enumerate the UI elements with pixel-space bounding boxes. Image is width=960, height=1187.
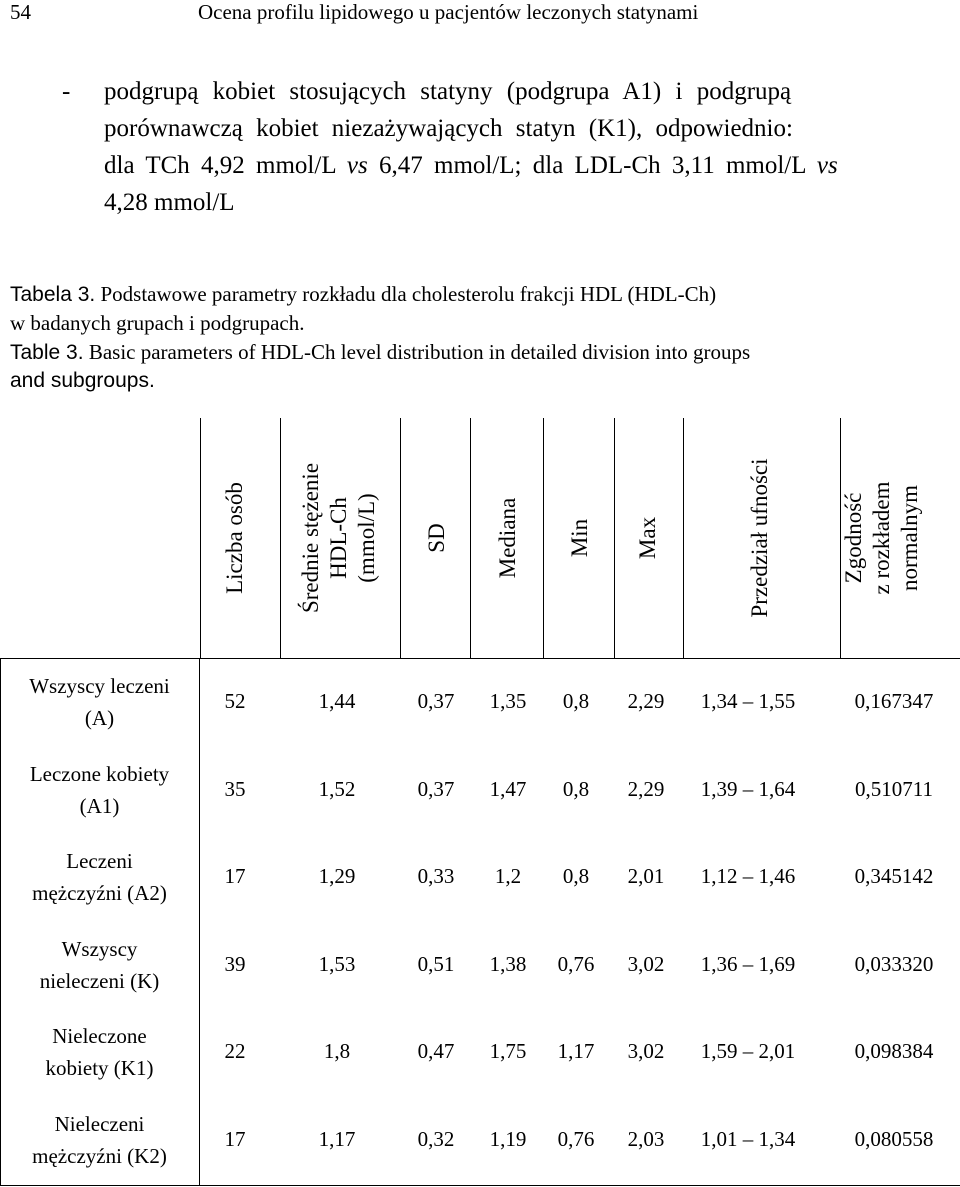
row-label [0, 845, 199, 909]
table-cell: 22 [224, 1039, 246, 1063]
column-header-line: Średnie stężenie [298, 462, 323, 614]
table-cell: 1,8 [323, 1039, 351, 1063]
column-header-line: Liczba osób [222, 482, 247, 594]
column-header-line: normalnym [897, 484, 922, 592]
table-rule [470, 418, 471, 658]
caption-en-text: Basic parameters of HDL-Ch level distribution in detailed division into groups [83, 340, 751, 364]
table-cell: 0,510711 [855, 776, 933, 801]
table-rule [0, 658, 960, 659]
table-cell: 1,17 [557, 1039, 595, 1063]
column-header-line: SD [424, 523, 449, 553]
table-cell: 1,39 – 1,64 [700, 776, 796, 801]
column-header-line: z rozkładem [869, 481, 894, 595]
row-label [0, 670, 199, 734]
column-header [221, 482, 249, 594]
table-cell: 1,59 – 2,01 [700, 1039, 796, 1063]
vs-italic: vs [816, 152, 838, 179]
table-cell: 0,8 [562, 776, 590, 801]
table-cell: 1,2 [494, 864, 522, 888]
row-label-line: (A) [84, 706, 115, 730]
row-label-line: (A1) [79, 793, 120, 818]
table-cell: 1,19 [489, 1126, 527, 1151]
column-header [634, 517, 662, 559]
row-label-line: Wszyscy [61, 936, 138, 961]
table-rule [0, 1185, 960, 1186]
row-label-line: Nieleczeni [54, 1111, 145, 1136]
column-header-line: Mediana [495, 497, 520, 579]
row-label [0, 1020, 199, 1084]
table-rule [200, 418, 201, 658]
column-header [566, 519, 594, 557]
row-label [0, 758, 199, 822]
table-cell: 0,37 [417, 776, 455, 801]
table-cell: 39 [224, 951, 246, 976]
table-cell: 0,8 [562, 689, 590, 713]
table-cell: 1,01 – 1,34 [700, 1126, 796, 1151]
table-cell: 0,080558 [854, 1126, 934, 1151]
list-dash: - [62, 78, 71, 105]
vs-italic: vs [346, 152, 368, 179]
table-rule [543, 418, 544, 658]
row-label-line: mężczyźni (A2) [32, 881, 167, 905]
column-header-line: Max [635, 516, 660, 560]
column-header [746, 458, 774, 617]
table-rule [199, 658, 200, 1185]
table-cell: 1,35 [489, 689, 527, 713]
caption-en-prefix: Table 3. [10, 341, 84, 364]
column-header-line: Min [567, 518, 592, 558]
table-cell: 17 [224, 864, 246, 888]
table-rule [0, 658, 1, 1185]
table-cell: 2,03 [627, 1126, 665, 1151]
table-cell: 3,02 [627, 1039, 665, 1063]
table-cell: 1,53 [318, 951, 356, 976]
caption-pl-line [10, 280, 716, 309]
table-cell: 2,01 [627, 864, 665, 888]
paragraph-text: 6,47 mmol/L; dla LDL-Ch 3,11 mmol/L [367, 152, 817, 179]
table-cell: 1,47 [489, 776, 527, 801]
hdl-table [0, 418, 960, 1187]
table-cell: 2,29 [627, 689, 665, 713]
table-rule [683, 418, 684, 658]
table-rule [280, 418, 281, 658]
table-cell: 0,167347 [854, 689, 934, 713]
table-cell: 0,8 [562, 864, 590, 888]
column-header-line: Zgodność [841, 492, 866, 584]
caption-pl-prefix: Tabela 3. [10, 283, 96, 306]
running-head [0, 0, 960, 30]
caption-en-line2: and subgroups. [10, 369, 155, 392]
table-cell: 0,098384 [854, 1039, 934, 1063]
table-cell: 1,17 [318, 1126, 356, 1151]
table-cell: 0,33 [417, 864, 455, 888]
table-cell: 3,02 [627, 951, 665, 976]
caption-pl-line2: w badanych grupach i podgrupach. [10, 311, 305, 335]
column-header-line: HDL-Ch [326, 497, 351, 579]
table-cell: 2,29 [627, 776, 665, 801]
table-rule [614, 418, 615, 658]
table-cell: 1,12 – 1,46 [700, 864, 796, 888]
column-header-line: Przedział ufności [747, 458, 772, 618]
row-label-line: mężczyźni (K2) [32, 1143, 167, 1168]
table-cell: 0,37 [417, 689, 455, 713]
paragraph-line: porównawczą kobiet niezażywających statyn (K1), odpowiednio: [104, 115, 793, 142]
page-number: 54 [10, 0, 31, 24]
row-label-line: Leczeni [66, 849, 133, 873]
row-label-line: Nieleczone [52, 1024, 147, 1048]
row-label [0, 933, 199, 997]
table-cell: 35 [224, 776, 246, 801]
table-cell: 0,033320 [854, 951, 934, 976]
row-label-line: kobiety (K1) [45, 1056, 154, 1080]
column-header-line: (mmol/L) [354, 493, 379, 583]
table-cell: 0,76 [557, 1126, 595, 1151]
table-cell: 0,47 [417, 1039, 455, 1063]
column-header [297, 463, 381, 613]
table-cell: 1,75 [489, 1039, 527, 1063]
table-cell: 1,36 – 1,69 [700, 951, 796, 976]
row-label-line: Leczone kobiety [29, 761, 170, 786]
row-label [0, 1108, 199, 1172]
row-label-line: Wszyscy leczeni [29, 674, 170, 698]
table-cell: 0,345142 [854, 864, 934, 888]
table-cell: 0,51 [417, 951, 455, 976]
table-cell: 0,32 [417, 1126, 455, 1151]
table-cell: 1,52 [318, 776, 356, 801]
paragraph-text: dla TCh 4,92 mmol/L [104, 152, 347, 179]
running-title: Ocena profilu lipidowego u pacjentów leczonych statynami [198, 0, 699, 24]
table-cell: 52 [224, 689, 246, 713]
caption-en-line [10, 338, 750, 367]
paragraph-line: 4,28 mmol/L [104, 189, 235, 216]
table-cell: 1,38 [489, 951, 527, 976]
paragraph-line [104, 147, 838, 184]
table-cell: 1,44 [318, 689, 356, 713]
column-header [423, 523, 451, 552]
row-label-line: nieleczeni (K) [39, 968, 160, 993]
table-cell: 1,29 [318, 864, 356, 888]
table-cell: 0,76 [557, 951, 595, 976]
table-rule [400, 418, 401, 658]
column-header [494, 498, 522, 578]
paragraph-line: podgrupą kobiet stosujących statyny (podgrupa A1) i podgrupą [104, 78, 792, 105]
column-header [840, 481, 924, 594]
table-cell: 17 [224, 1126, 246, 1151]
table-cell: 1,34 – 1,55 [700, 689, 796, 713]
caption-pl-text: Podstawowe parametry rozkładu dla cholesterolu frakcji HDL (HDL-Ch) [95, 282, 717, 306]
